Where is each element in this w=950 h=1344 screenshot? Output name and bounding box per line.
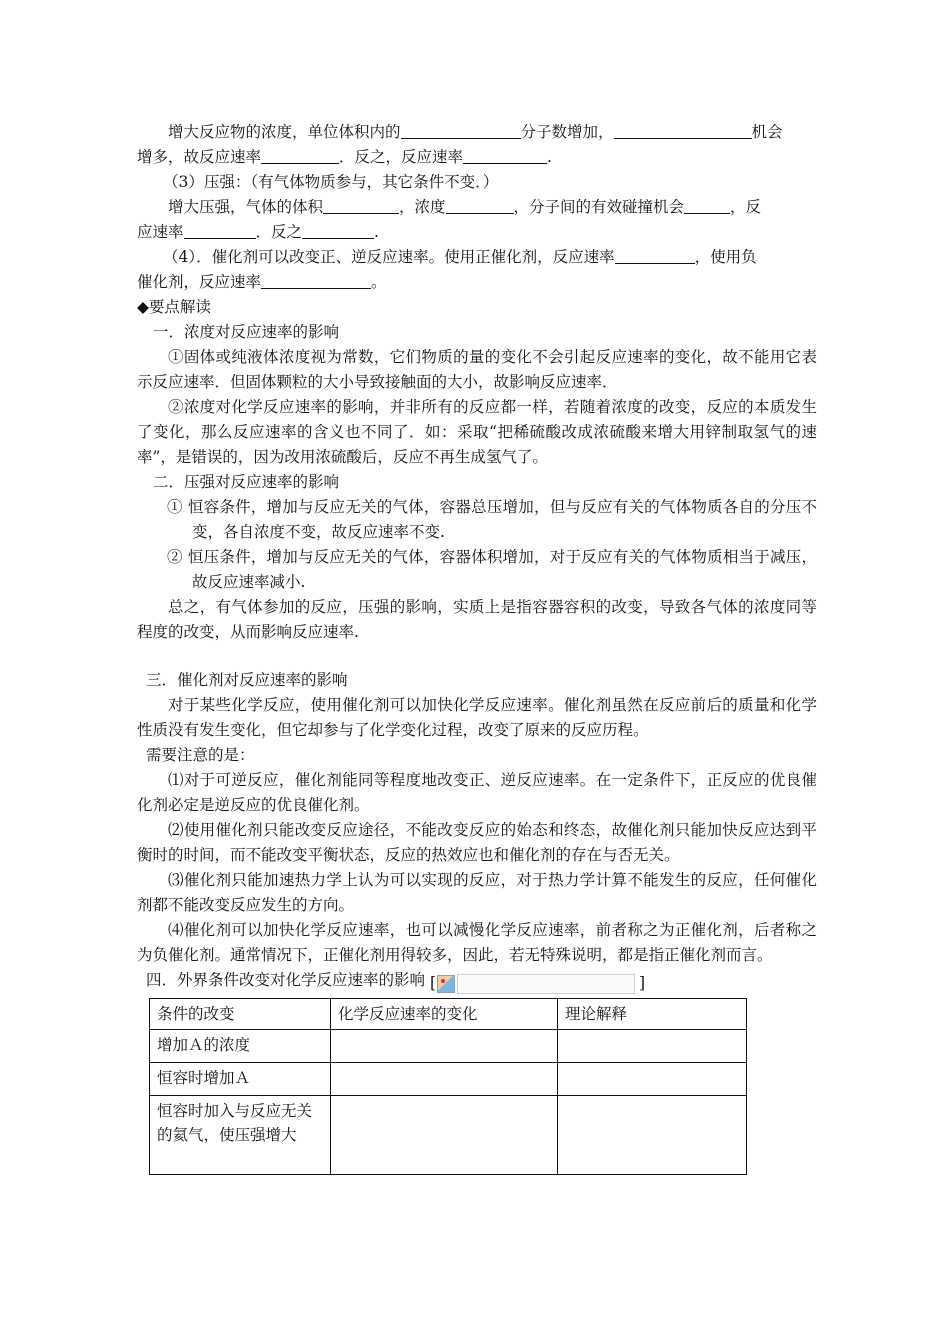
text: 增多，故反应速率 <box>137 148 262 166</box>
paragraph-h3-note-1: ⑴对于可逆反应，催化剂能同等程度地改变正、逆反应速率。在一定条件下，正反应的优良催化剂必定是逆反应的优良催化剂。 <box>137 771 817 814</box>
fill-blank[interactable] <box>446 196 514 214</box>
table-cell: 恒容时加入与反应无关的氦气，使压强增大 <box>150 1096 331 1175</box>
text: 四．外界条件改变对化学反应速率的影响 <box>146 971 426 989</box>
paragraph-concentration-effect-cont <box>137 145 817 170</box>
paragraph-h2-1: ① 恒容条件，增加与反应无关的气体，容器总压增加，但与反应有关的气体物质各自的分压不变，各自浓度不变，故反应速率不变. <box>167 498 817 541</box>
fill-blank[interactable] <box>684 196 730 214</box>
fill-blank[interactable] <box>261 146 339 164</box>
pressure-title: （3）压强：（有气体物质参与，其它条件不变．） <box>163 173 499 191</box>
paragraph-catalyst-effect-cont <box>137 270 817 295</box>
text: . <box>547 148 552 166</box>
table-cell[interactable] <box>331 1063 558 1096</box>
table-header-cell: 化学反应速率的变化 <box>331 999 558 1030</box>
text: ] <box>639 974 646 992</box>
image-reference[interactable] <box>430 971 645 996</box>
paragraph-h3-1: 对于某些化学反应，使用催化剂可以加快化学反应速率。催化剂虽然在反应前后的质量和化学性质没有发生变化，但它却参与了化学变化过程，改变了原来的反应历程。 <box>137 696 817 739</box>
paragraph-h2-2: ② 恒压条件，增加与反应无关的气体，容器体积增加，对于反应有关的气体物质相当于减压，故反应速率减小. <box>167 548 817 591</box>
text: ，浓度 <box>399 198 446 216</box>
table-header-cell: 条件的改变 <box>150 999 331 1030</box>
table-cell[interactable] <box>558 1096 747 1175</box>
table-cell[interactable] <box>558 1030 747 1063</box>
section-heading-concentration: 一．浓度对反应速率的影响 <box>153 323 340 341</box>
table-cell[interactable] <box>331 1096 558 1175</box>
paragraph-catalyst-effect <box>137 245 817 270</box>
table-row <box>150 1063 747 1096</box>
paragraph-pressure-effect <box>137 195 817 220</box>
paragraph-h1-2: ②浓度对化学反应速率的影响，并非所有的反应都一样，若随着浓度的改变，反应的本质发生了变化，那么反应速率的含义也不同了．如：采取“把稀硫酸改成浓硫酸来增大用锌制取氢气的速率”，是错误的，因为改用浓硫酸后，反应不再生成氢气了。 <box>137 398 817 466</box>
conditions-table <box>149 998 747 1175</box>
note-label: 需要注意的是： <box>146 746 255 764</box>
fill-blank[interactable] <box>323 196 399 214</box>
text: ．反之 <box>255 223 303 241</box>
text: 增大反应物的浓度，单位体积内的 <box>168 123 401 141</box>
text: 分子数增加， <box>520 123 614 141</box>
fill-blank[interactable] <box>614 121 752 139</box>
table-header-row <box>150 999 747 1030</box>
table-row <box>150 1096 747 1175</box>
text: [ <box>429 974 437 992</box>
text: ，使用负 <box>694 248 757 266</box>
document-page <box>137 120 817 1175</box>
text: 增大压强，气体的体积 <box>168 198 324 216</box>
fill-blank[interactable] <box>302 221 374 239</box>
paragraph-h1-1: ①固体或纯液体浓度视为常数，它们物质的量的变化不会引起反应速率的变化，故不能用它表示反应速率．但固体颗粒的大小导致接触面的大小，故影响反应速率． <box>137 348 817 391</box>
paragraph-h2-3: 总之，有气体参加的反应，压强的影响，实质上是指容器容积的改变，导致各气体的浓度同等程度的改变，从而影响反应速率. <box>137 598 817 641</box>
fill-blank[interactable] <box>401 121 521 139</box>
section-heading-pressure: 二．压强对反应速率的影响 <box>153 473 340 491</box>
text: 。 <box>371 273 387 291</box>
paragraph-concentration-effect <box>137 120 817 145</box>
image-placeholder-box <box>457 974 635 994</box>
fill-blank[interactable] <box>615 246 695 264</box>
paragraph-h3-note-4: ⑷催化剂可以加快化学反应速率，也可以减慢化学反应速率，前者称之为正催化剂，后者称之为负催化剂。通常情况下，正催化剂用得较多，因此，若无特殊说明，都是指正催化剂而言。 <box>137 921 817 964</box>
table-header-cell: 理论解释 <box>558 999 747 1030</box>
text: 应速率 <box>137 223 184 241</box>
section-heading-catalyst: 三．催化剂对反应速率的影响 <box>146 671 348 689</box>
text: 机会 <box>751 123 783 141</box>
table-row <box>150 1030 747 1063</box>
paragraph-h3-note-3: ⑶催化剂只能加速热力学上认为可以实现的反应，对于热力学计算不能发生的反应，任何催化剂都不能改变反应发生的方向。 <box>137 871 817 914</box>
text: ，分子间的有效碰撞机会 <box>513 198 685 216</box>
text: ．反之，反应速率 <box>339 148 464 166</box>
fill-blank[interactable] <box>184 221 256 239</box>
text: 催化剂，反应速率 <box>137 273 262 291</box>
table-cell: 增加Ａ的浓度 <box>150 1030 331 1063</box>
fill-blank[interactable] <box>261 271 371 289</box>
paragraph-pressure-effect-cont <box>137 220 817 245</box>
section-heading-conditions <box>137 968 817 996</box>
paragraph-h3-note-2: ⑵使用催化剂只能改变反应途径，不能改变反应的始态和终态，故催化剂只能加快反应达到平衡时的时间，而不能改变平衡状态，反应的热效应也和催化剂的存在与否无关。 <box>137 821 817 864</box>
text: . <box>374 223 379 241</box>
fill-blank[interactable] <box>463 146 547 164</box>
table-cell[interactable] <box>331 1030 558 1063</box>
table-cell[interactable] <box>558 1063 747 1096</box>
text: （4）．催化剂可以改变正、逆反应速率。使用正催化剂，反应速率 <box>163 248 615 266</box>
key-points-title: ◆要点解读 <box>137 298 211 316</box>
text: ，反 <box>730 198 762 216</box>
image-placeholder-icon <box>437 975 455 993</box>
table-cell: 恒容时增加Ａ <box>150 1063 331 1096</box>
